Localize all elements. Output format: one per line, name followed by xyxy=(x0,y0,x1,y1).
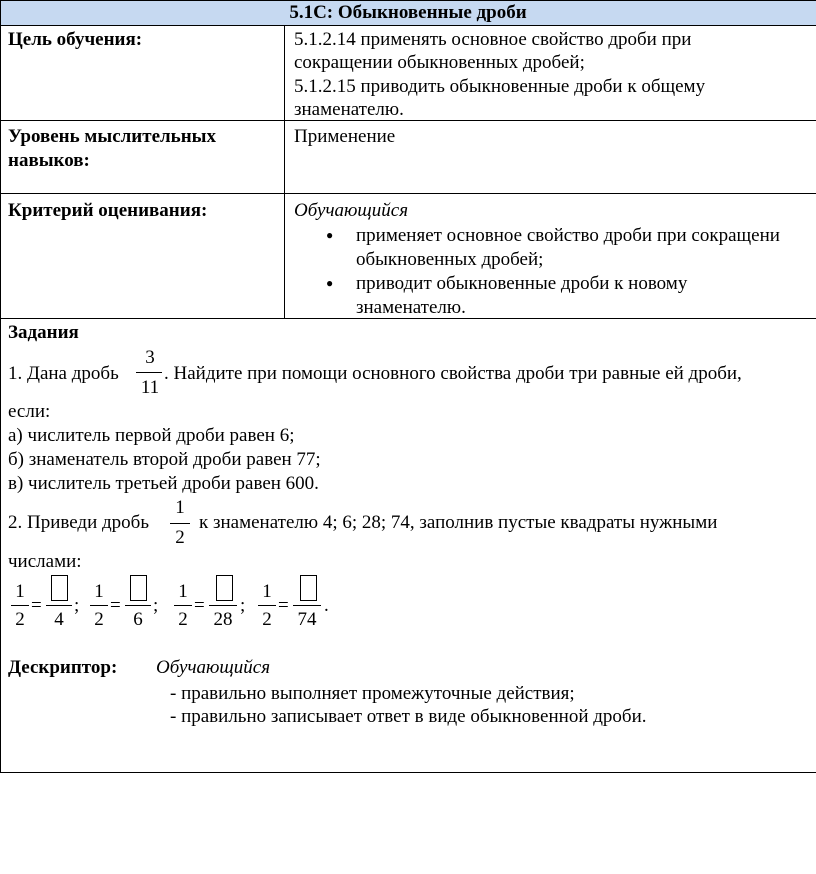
equals-sign: = xyxy=(110,595,121,616)
descriptor-item: - правильно записывает ответ в виде обыкновенной дроби. xyxy=(170,706,647,727)
task1-item: б) знаменатель второй дроби равен 77; xyxy=(8,449,321,470)
task1-continuation: если: xyxy=(8,401,51,422)
fraction-bar xyxy=(170,523,190,524)
equation-left-numerator: 1 xyxy=(94,581,104,602)
task2-fraction-denominator: 2 xyxy=(175,527,185,548)
task1-prefix: 1. Дана дробь xyxy=(8,363,119,384)
fraction-bar xyxy=(209,605,237,606)
equals-sign: = xyxy=(278,595,289,616)
level-value: Применение xyxy=(294,126,396,147)
equation-left-numerator: 1 xyxy=(178,581,188,602)
criteria-bullet-text: обыкновенных дробей; xyxy=(356,249,544,270)
task2-prefix: 2. Приведи дробь xyxy=(8,512,150,533)
bullet-icon: ● xyxy=(326,276,334,290)
equation-left-denominator: 2 xyxy=(15,609,25,630)
fraction-bar xyxy=(174,605,192,606)
criteria-bullet-text: применяет основное свойство дроби при сокращени xyxy=(356,225,780,246)
task2-suffix: к знаменателю 4; 6; 28; 74, заполнив пустые квадраты нужными xyxy=(199,512,718,533)
level-label: Уровень мыслительных xyxy=(8,126,216,147)
task2-continuation: числами: xyxy=(8,551,82,572)
table-border-row3 xyxy=(0,193,816,194)
equation-separator: ; xyxy=(153,595,159,616)
criteria-lead: Обучающийся xyxy=(294,200,409,221)
answer-box[interactable] xyxy=(130,575,147,601)
goal-line: знаменателю. xyxy=(294,99,404,120)
fraction-bar xyxy=(11,605,29,606)
task1-fraction-numerator: 3 xyxy=(145,347,155,368)
equation-left-denominator: 2 xyxy=(178,609,188,630)
equation-right-denominator: 28 xyxy=(213,609,233,630)
fraction-bar xyxy=(293,605,321,606)
fraction-bar xyxy=(90,605,108,606)
task1-suffix: . Найдите при помощи основного свойства дроби три равные ей дроби, xyxy=(164,363,742,384)
task1-item: в) числитель третьей дроби равен 600. xyxy=(8,473,319,494)
table-border-left xyxy=(0,0,1,773)
fraction-bar xyxy=(46,605,72,606)
equation-left-numerator: 1 xyxy=(262,581,272,602)
table-border-bottom xyxy=(0,772,816,773)
equation-left-denominator: 2 xyxy=(94,609,104,630)
criteria-bullet-text: приводит обыкновенные дроби к новому xyxy=(356,273,688,294)
bullet-icon: ● xyxy=(326,228,334,242)
criteria-label: Критерий оценивания: xyxy=(8,200,208,221)
fraction-bar xyxy=(125,605,151,606)
task1-fraction-denominator: 11 xyxy=(140,377,160,398)
descriptor-lead: Обучающийся xyxy=(156,657,271,678)
equation-left-denominator: 2 xyxy=(262,609,272,630)
equation-right-denominator: 6 xyxy=(133,609,143,630)
task2-fraction-numerator: 1 xyxy=(175,497,185,518)
goal-label: Цель обучения: xyxy=(8,29,143,50)
equation-right-denominator: 74 xyxy=(297,609,317,630)
table-border-row2 xyxy=(0,120,816,121)
page-title: 5.1C: Обыкновенные дроби xyxy=(289,2,527,23)
answer-box[interactable] xyxy=(300,575,317,601)
fraction-bar xyxy=(136,372,162,373)
equation-separator: . xyxy=(324,595,329,616)
descriptor-item: - правильно выполняет промежуточные действия; xyxy=(170,683,575,704)
equals-sign: = xyxy=(194,595,205,616)
table-column-divider xyxy=(284,25,285,319)
equation-separator: ; xyxy=(240,595,246,616)
equation-separator: ; xyxy=(74,595,80,616)
tasks-heading: Задания xyxy=(8,322,79,343)
descriptor-label: Дескриптор: xyxy=(8,657,118,678)
goal-line: сокращении обыкновенных дробей; xyxy=(294,52,585,73)
goal-line: 5.1.2.14 применять основное свойство дроби при xyxy=(294,29,692,50)
equation-left-numerator: 1 xyxy=(15,581,25,602)
goal-line: 5.1.2.15 приводить обыкновенные дроби к общему xyxy=(294,76,706,97)
level-label: навыков: xyxy=(8,150,90,171)
table-border-row1 xyxy=(0,25,816,26)
fraction-bar xyxy=(258,605,276,606)
equation-right-denominator: 4 xyxy=(54,609,64,630)
task1-item: а) числитель первой дроби равен 6; xyxy=(8,425,295,446)
answer-box[interactable] xyxy=(216,575,233,601)
equals-sign: = xyxy=(31,595,42,616)
criteria-bullet-text: знаменателю. xyxy=(356,297,466,318)
answer-box[interactable] xyxy=(51,575,68,601)
